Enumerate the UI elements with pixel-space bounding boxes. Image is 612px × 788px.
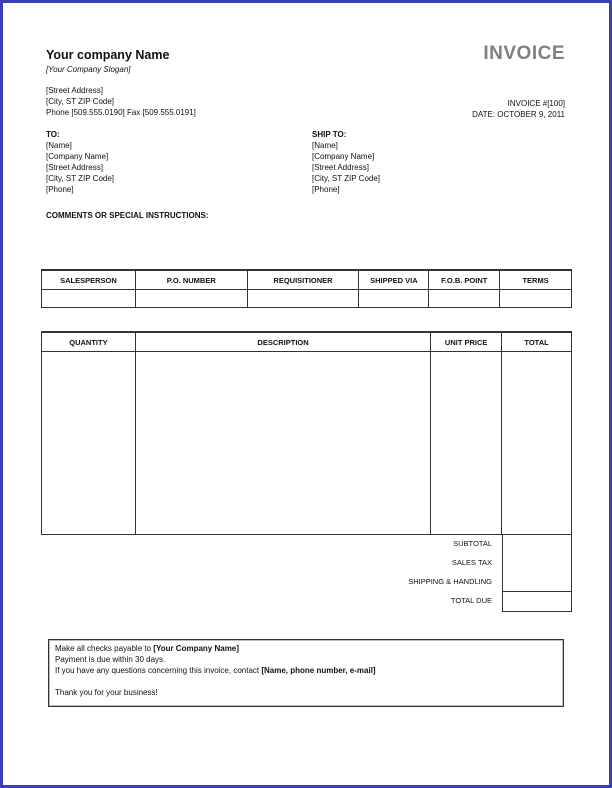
ship-to-line: [Street Address] — [312, 163, 369, 172]
fob-point-cell[interactable] — [429, 290, 500, 308]
subtotal-label: SUBTOTAL — [453, 539, 492, 548]
total-cell[interactable] — [502, 352, 572, 535]
company-street: [Street Address] — [46, 86, 103, 95]
header-terms: TERMS — [500, 270, 572, 290]
header-total: TOTAL — [502, 332, 572, 352]
order-info-row — [42, 290, 572, 308]
header-salesperson: SALESPERSON — [42, 270, 136, 290]
total-due-label: TOTAL DUE — [450, 596, 492, 605]
company-name: Your company Name — [46, 48, 170, 62]
po-number-cell[interactable] — [135, 290, 247, 308]
header-shipped-via: SHIPPED VIA — [359, 270, 429, 290]
line-items-body — [42, 352, 572, 535]
shipping-label: SHIPPING & HANDLING — [408, 577, 492, 586]
bill-to-heading: TO: — [46, 130, 60, 139]
checks-prefix: Make all checks payable to — [55, 644, 154, 653]
payment-due-line: Payment is due within 30 days. — [55, 655, 166, 664]
shipping-row — [303, 572, 572, 591]
company-city: [City, ST ZIP Code] — [46, 97, 115, 106]
subtotal-value[interactable] — [502, 534, 572, 553]
order-info-header-row — [42, 270, 572, 290]
sales-tax-row — [303, 553, 572, 572]
sales-tax-value[interactable] — [502, 553, 572, 572]
ship-to-line: [Company Name] — [312, 152, 375, 161]
company-phone-fax: Phone [509.555.0190] Fax [509.555.0191] — [46, 108, 196, 117]
invoice-title: INVOICE — [483, 43, 565, 64]
bill-to-line: [Street Address] — [46, 163, 103, 172]
shipping-value[interactable] — [502, 572, 572, 591]
order-info-table — [41, 269, 572, 308]
thanks-line: Thank you for your business! — [55, 688, 158, 697]
invoice-number: INVOICE #[100] — [507, 99, 565, 108]
subtotal-row — [303, 534, 572, 553]
sales-tax-label: SALES TAX — [451, 558, 492, 567]
shipped-via-cell[interactable] — [359, 290, 429, 308]
quantity-cell[interactable] — [42, 352, 136, 535]
header-unit-price: UNIT PRICE — [431, 332, 502, 352]
header-description: DESCRIPTION — [135, 332, 430, 352]
total-due-row — [303, 591, 572, 610]
header-quantity: QUANTITY — [42, 332, 136, 352]
header-requisitioner: REQUISITIONER — [247, 270, 359, 290]
bill-to-line: [Name] — [46, 141, 72, 150]
salesperson-cell[interactable] — [42, 290, 136, 308]
questions-line — [55, 665, 557, 676]
company-slogan: [Your Company Slogan] — [46, 65, 131, 74]
line-items-table — [41, 331, 572, 535]
total-due-value[interactable] — [502, 591, 572, 612]
terms-cell[interactable] — [500, 290, 572, 308]
comments-heading: COMMENTS OR SPECIAL INSTRUCTIONS: — [46, 211, 209, 220]
invoice-date: DATE: OCTOBER 9, 2011 — [472, 110, 565, 119]
ship-to-line: [Phone] — [312, 185, 340, 194]
bill-to-line: [Phone] — [46, 185, 74, 194]
ship-to-block — [312, 129, 380, 195]
bill-to-line: [City, ST ZIP Code] — [46, 174, 115, 183]
checks-payable-line — [55, 643, 557, 654]
line-items-header-row — [42, 332, 572, 352]
company-address — [46, 85, 196, 118]
ship-to-line: [City, ST ZIP Code] — [312, 174, 381, 183]
header-fob-point: F.O.B. POINT — [429, 270, 500, 290]
payment-notes-box — [48, 639, 564, 707]
checks-company-name: [Your Company Name] — [153, 644, 239, 653]
unit-price-cell[interactable] — [431, 352, 502, 535]
bill-to-line: [Company Name] — [46, 152, 109, 161]
ship-to-line: [Name] — [312, 141, 338, 150]
questions-prefix: If you have any questions concerning this invoice, contact — [55, 666, 262, 675]
invoice-meta — [472, 98, 565, 120]
description-cell[interactable] — [135, 352, 430, 535]
bill-to-block — [46, 129, 114, 195]
questions-contact: [Name, phone number, e-mail] — [261, 666, 376, 675]
requisitioner-cell[interactable] — [247, 290, 359, 308]
spacer — [55, 676, 557, 687]
totals-block — [303, 534, 572, 610]
ship-to-heading: SHIP TO: — [312, 130, 347, 139]
header-po-number: P.O. NUMBER — [135, 270, 247, 290]
